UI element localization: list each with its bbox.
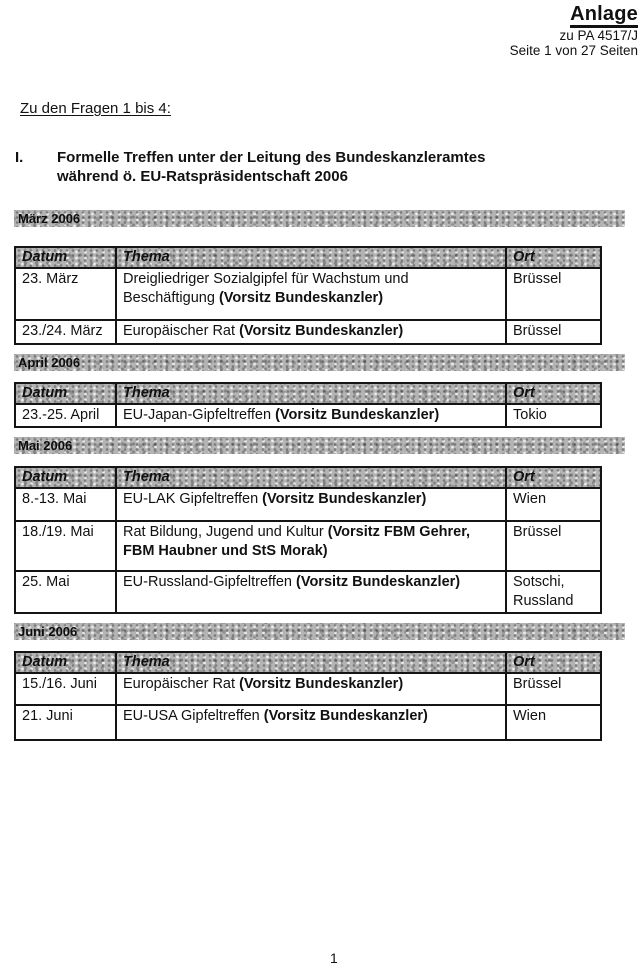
ort-cell: Brüssel xyxy=(506,268,601,320)
intro-line: Zu den Fragen 1 bis 4: xyxy=(20,100,171,117)
ort-cell: Tokio xyxy=(506,404,601,427)
column-header-thema: Thema xyxy=(116,467,506,488)
table-row xyxy=(15,673,601,705)
thema-cell xyxy=(116,571,506,613)
month-banner-april xyxy=(14,354,625,371)
document-header xyxy=(0,0,644,58)
ort-cell: Wien xyxy=(506,488,601,521)
table-row xyxy=(15,404,601,427)
month-banner-juni xyxy=(14,623,625,640)
thema-cell xyxy=(116,673,506,705)
table-row xyxy=(15,521,601,571)
ort-cell: Brüssel xyxy=(506,673,601,705)
thema-bold-text: (Vorsitz Bundeskanzler) xyxy=(218,290,384,306)
column-header-datum: Datum xyxy=(15,652,116,673)
table-header-row xyxy=(15,247,601,268)
page-info-line: Seite 1 von 27 Seiten xyxy=(509,43,638,58)
datum-cell: 21. Juni xyxy=(15,705,116,740)
meeting-table-juni xyxy=(14,651,602,741)
datum-cell: 18./19. Mai xyxy=(15,521,116,571)
ort-cell: Wien xyxy=(506,705,601,740)
meeting-table-maerz xyxy=(14,246,602,345)
table-row xyxy=(15,268,601,320)
column-header-datum: Datum xyxy=(15,467,116,488)
thema-text: Europäischer Rat xyxy=(123,323,240,339)
column-header-ort: Ort xyxy=(506,467,601,488)
month-banner-label: Mai 2006 xyxy=(18,438,73,453)
column-header-ort: Ort xyxy=(506,247,601,268)
thema-bold-text: (Vorsitz Bundeskanzler) xyxy=(263,708,428,724)
column-header-datum: Datum xyxy=(15,383,116,404)
thema-cell xyxy=(116,521,506,571)
datum-cell: 23. März xyxy=(15,268,116,320)
thema-cell xyxy=(116,488,506,521)
page-number: 1 xyxy=(330,950,338,966)
datum-cell: 23./24. März xyxy=(15,320,116,344)
table-header-row xyxy=(15,467,601,488)
month-banner-mai xyxy=(14,437,625,454)
table-row xyxy=(15,320,601,344)
thema-bold-text: (Vorsitz Bundeskanzler) xyxy=(262,491,427,507)
column-header-thema: Thema xyxy=(116,383,506,404)
column-header-ort: Ort xyxy=(506,652,601,673)
datum-cell: 23.-25. April xyxy=(15,404,116,427)
page-title: Anlage xyxy=(570,4,638,28)
datum-cell: 25. Mai xyxy=(15,571,116,613)
thema-text: Rat Bildung, Jugend und Kultur xyxy=(123,524,328,540)
thema-text: EU-Japan-Gipfeltreffen xyxy=(123,407,276,423)
datum-cell: 15./16. Juni xyxy=(15,673,116,705)
section-title xyxy=(57,149,485,186)
month-banner-label: März 2006 xyxy=(18,211,81,226)
ort-cell: Brüssel xyxy=(506,320,601,344)
month-banner-label: April 2006 xyxy=(18,355,81,370)
thema-text: EU-Russland-Gipfeltreffen xyxy=(123,574,297,590)
thema-text: EU-LAK Gipfeltreffen xyxy=(123,491,263,507)
table-row xyxy=(15,488,601,521)
table-row xyxy=(15,571,601,613)
column-header-ort: Ort xyxy=(506,383,601,404)
table-header-row xyxy=(15,652,601,673)
meeting-table-mai xyxy=(14,466,602,614)
thema-bold-text: (Vorsitz Bundeskanzler) xyxy=(296,574,461,590)
thema-bold-text: (Vorsitz Bundeskanzler) xyxy=(275,407,440,423)
column-header-datum: Datum xyxy=(15,247,116,268)
datum-cell: 8.-13. Mai xyxy=(15,488,116,521)
column-header-thema: Thema xyxy=(116,247,506,268)
table-header-row xyxy=(15,383,601,404)
meeting-table-april xyxy=(14,382,602,428)
ort-cell: Brüssel xyxy=(506,521,601,571)
thema-cell xyxy=(116,404,506,427)
section-heading xyxy=(15,149,644,186)
column-header-thema: Thema xyxy=(116,652,506,673)
section-numeral: I. xyxy=(15,149,24,166)
month-banner-label: Juni 2006 xyxy=(18,624,78,639)
table-row xyxy=(15,705,601,740)
thema-cell xyxy=(116,705,506,740)
ort-cell: Sotschi, Russland xyxy=(506,571,601,613)
section-title-line2: während ö. EU-Ratspräsidentschaft 2006 xyxy=(57,167,348,185)
thema-cell xyxy=(116,320,506,344)
section-title-line1: Formelle Treffen unter der Leitung des Bundeskanzleramtes xyxy=(57,149,486,166)
thema-bold-text: (Vorsitz Bundeskanzler) xyxy=(239,676,404,692)
reference-line: zu PA 4517/J xyxy=(559,28,638,43)
month-banner-maerz xyxy=(14,210,625,227)
thema-bold-text: (Vorsitz Bundeskanzler) xyxy=(239,323,404,339)
thema-bold-text: (Vorsitz FBM Gehrer, FBM Haubner und StS Morak) xyxy=(123,524,471,559)
thema-text: EU-USA Gipfeltreffen xyxy=(123,708,264,724)
thema-text: Europäischer Rat xyxy=(123,676,240,692)
thema-cell xyxy=(116,268,506,320)
thema-text: Dreigliedriger Sozialgipfel für Wachstum und Beschäftigung xyxy=(123,271,409,306)
